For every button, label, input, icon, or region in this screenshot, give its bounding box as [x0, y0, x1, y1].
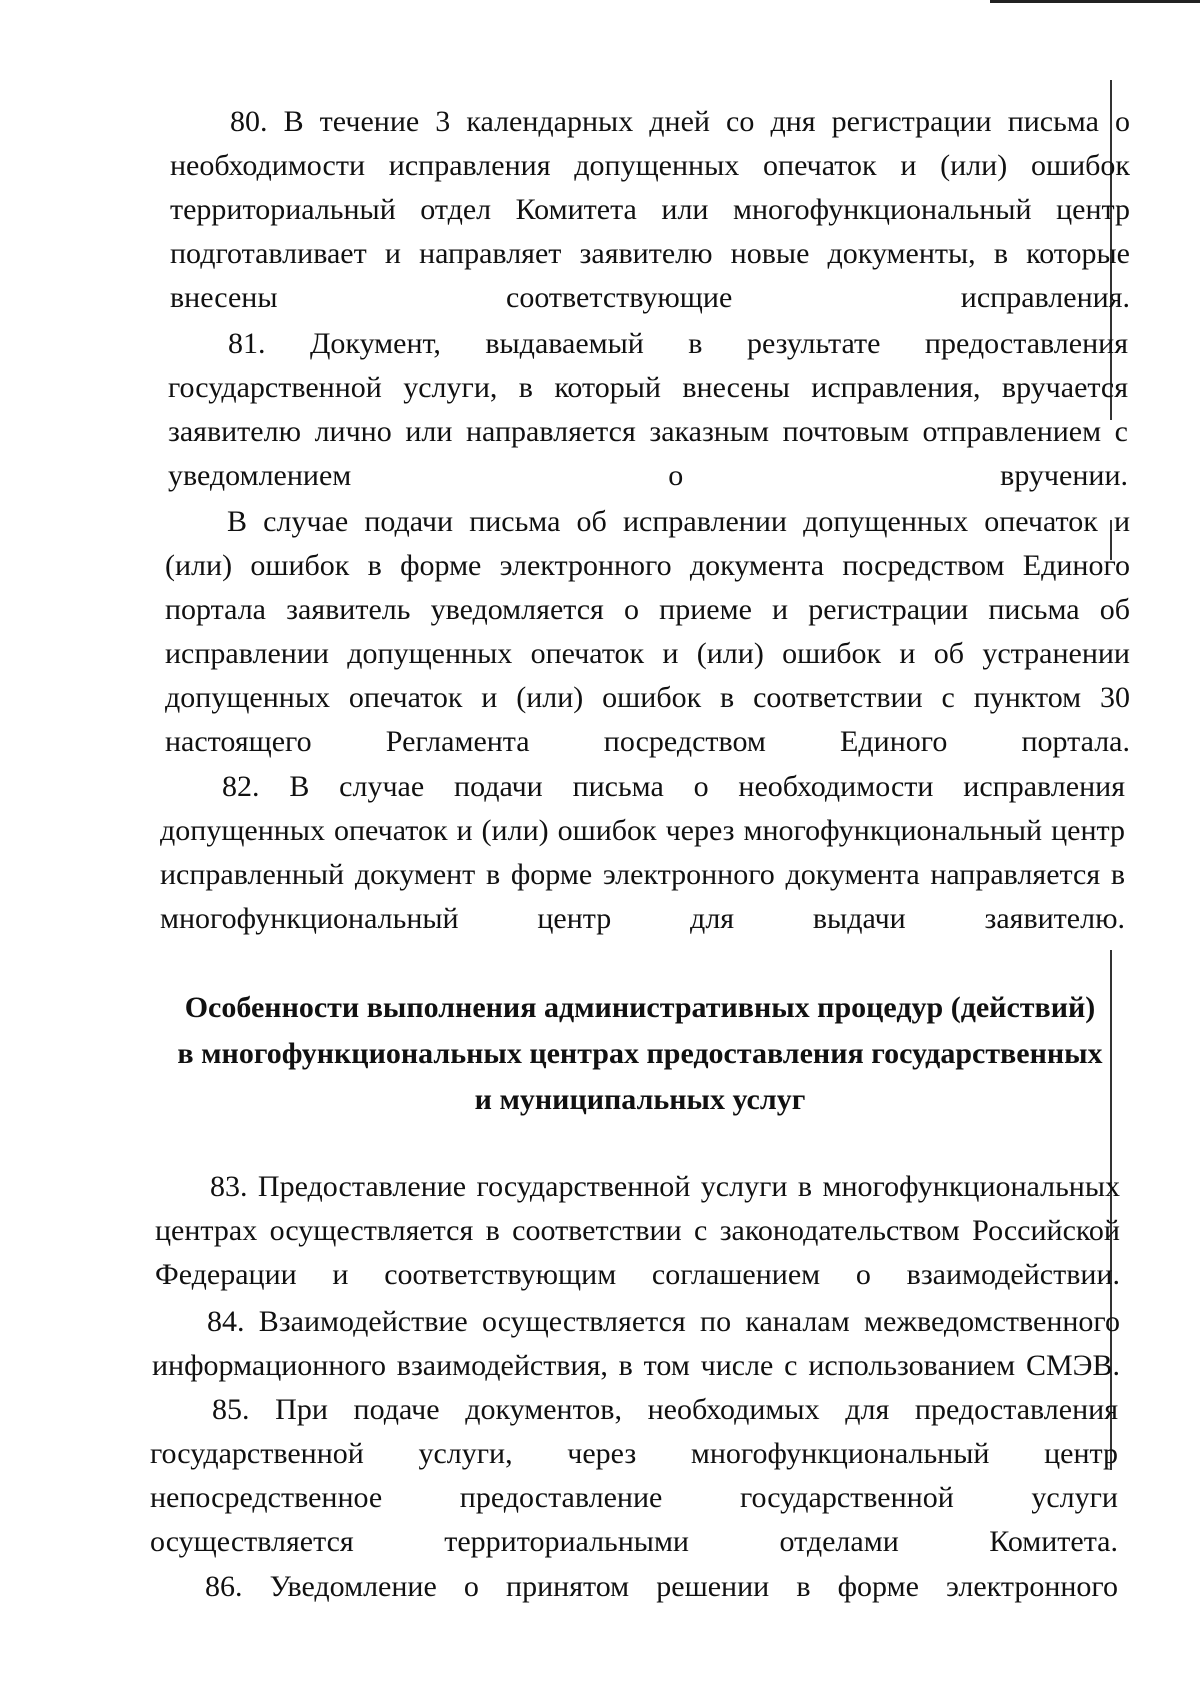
paragraph-85: 85. При подаче документов, необходимых для предоставления государственной услуги, через многофункциональный центр непосредственное предоставление государственной услуги осуществляется территориальными отделами Комитета.: [150, 1393, 1118, 1558]
section-heading-line2: в многофункциональных центрах предоставления государственных: [177, 1037, 1103, 1070]
paragraph-80: 80. В течение 3 календарных дней со дня регистрации письма о необходимости исправления допущенных опечаток и (или) ошибок территориальный отдел Комитета или многофункциональный центр подготавливает и направляет заявителю новые документы, в которые внесены соответствующие исправления.: [170, 105, 1130, 314]
paragraph-81: 81. Документ, выдаваемый в результате предоставления государственной услуги, в который внесены исправления, вручается заявителю лично или направляется заказным почтовым отправлением с уведомлением о вручении.: [168, 327, 1128, 492]
paragraph-83: 83. Предоставление государственной услуги в многофункциональных центрах осуществляется в соответствии с законодательством Российской Федерации и соответствующим соглашением о взаимодействии.: [155, 1170, 1120, 1291]
paragraph-82: 82. В случае подачи письма о необходимости исправления допущенных опечаток и (или) ошибок через многофункциональный центр исправленный документ в форме электронного документа направляется в многофункциональный центр для выдачи заявителю.: [160, 770, 1125, 935]
section-heading-line1: Особенности выполнения административных процедур (действий): [184, 991, 1096, 1024]
section-heading-line3: и муниципальных услуг: [474, 1083, 806, 1116]
section-heading: [170, 985, 1110, 1123]
top-edge-rule: [990, 0, 1200, 3]
paragraph-86: 86. Уведомление о принятом решении в форме электронного: [205, 1570, 1118, 1603]
paragraph-84: 84. Взаимодействие осуществляется по каналам межведомственного информационного взаимодействия, в том числе с использованием СМЭВ.: [152, 1305, 1120, 1382]
paragraph-81-continuation: В случае подачи письма об исправлении допущенных опечаток и (или) ошибок в форме электронного документа посредством Единого портала заявитель уведомляется о приеме и регистрации письма об исправлении допущенных опечаток и (или) ошибок и об устранении допущенных опечаток и (или) ошибок в соответствии с пунктом 30 настоящего Регламента посредством Единого портала.: [165, 505, 1130, 758]
